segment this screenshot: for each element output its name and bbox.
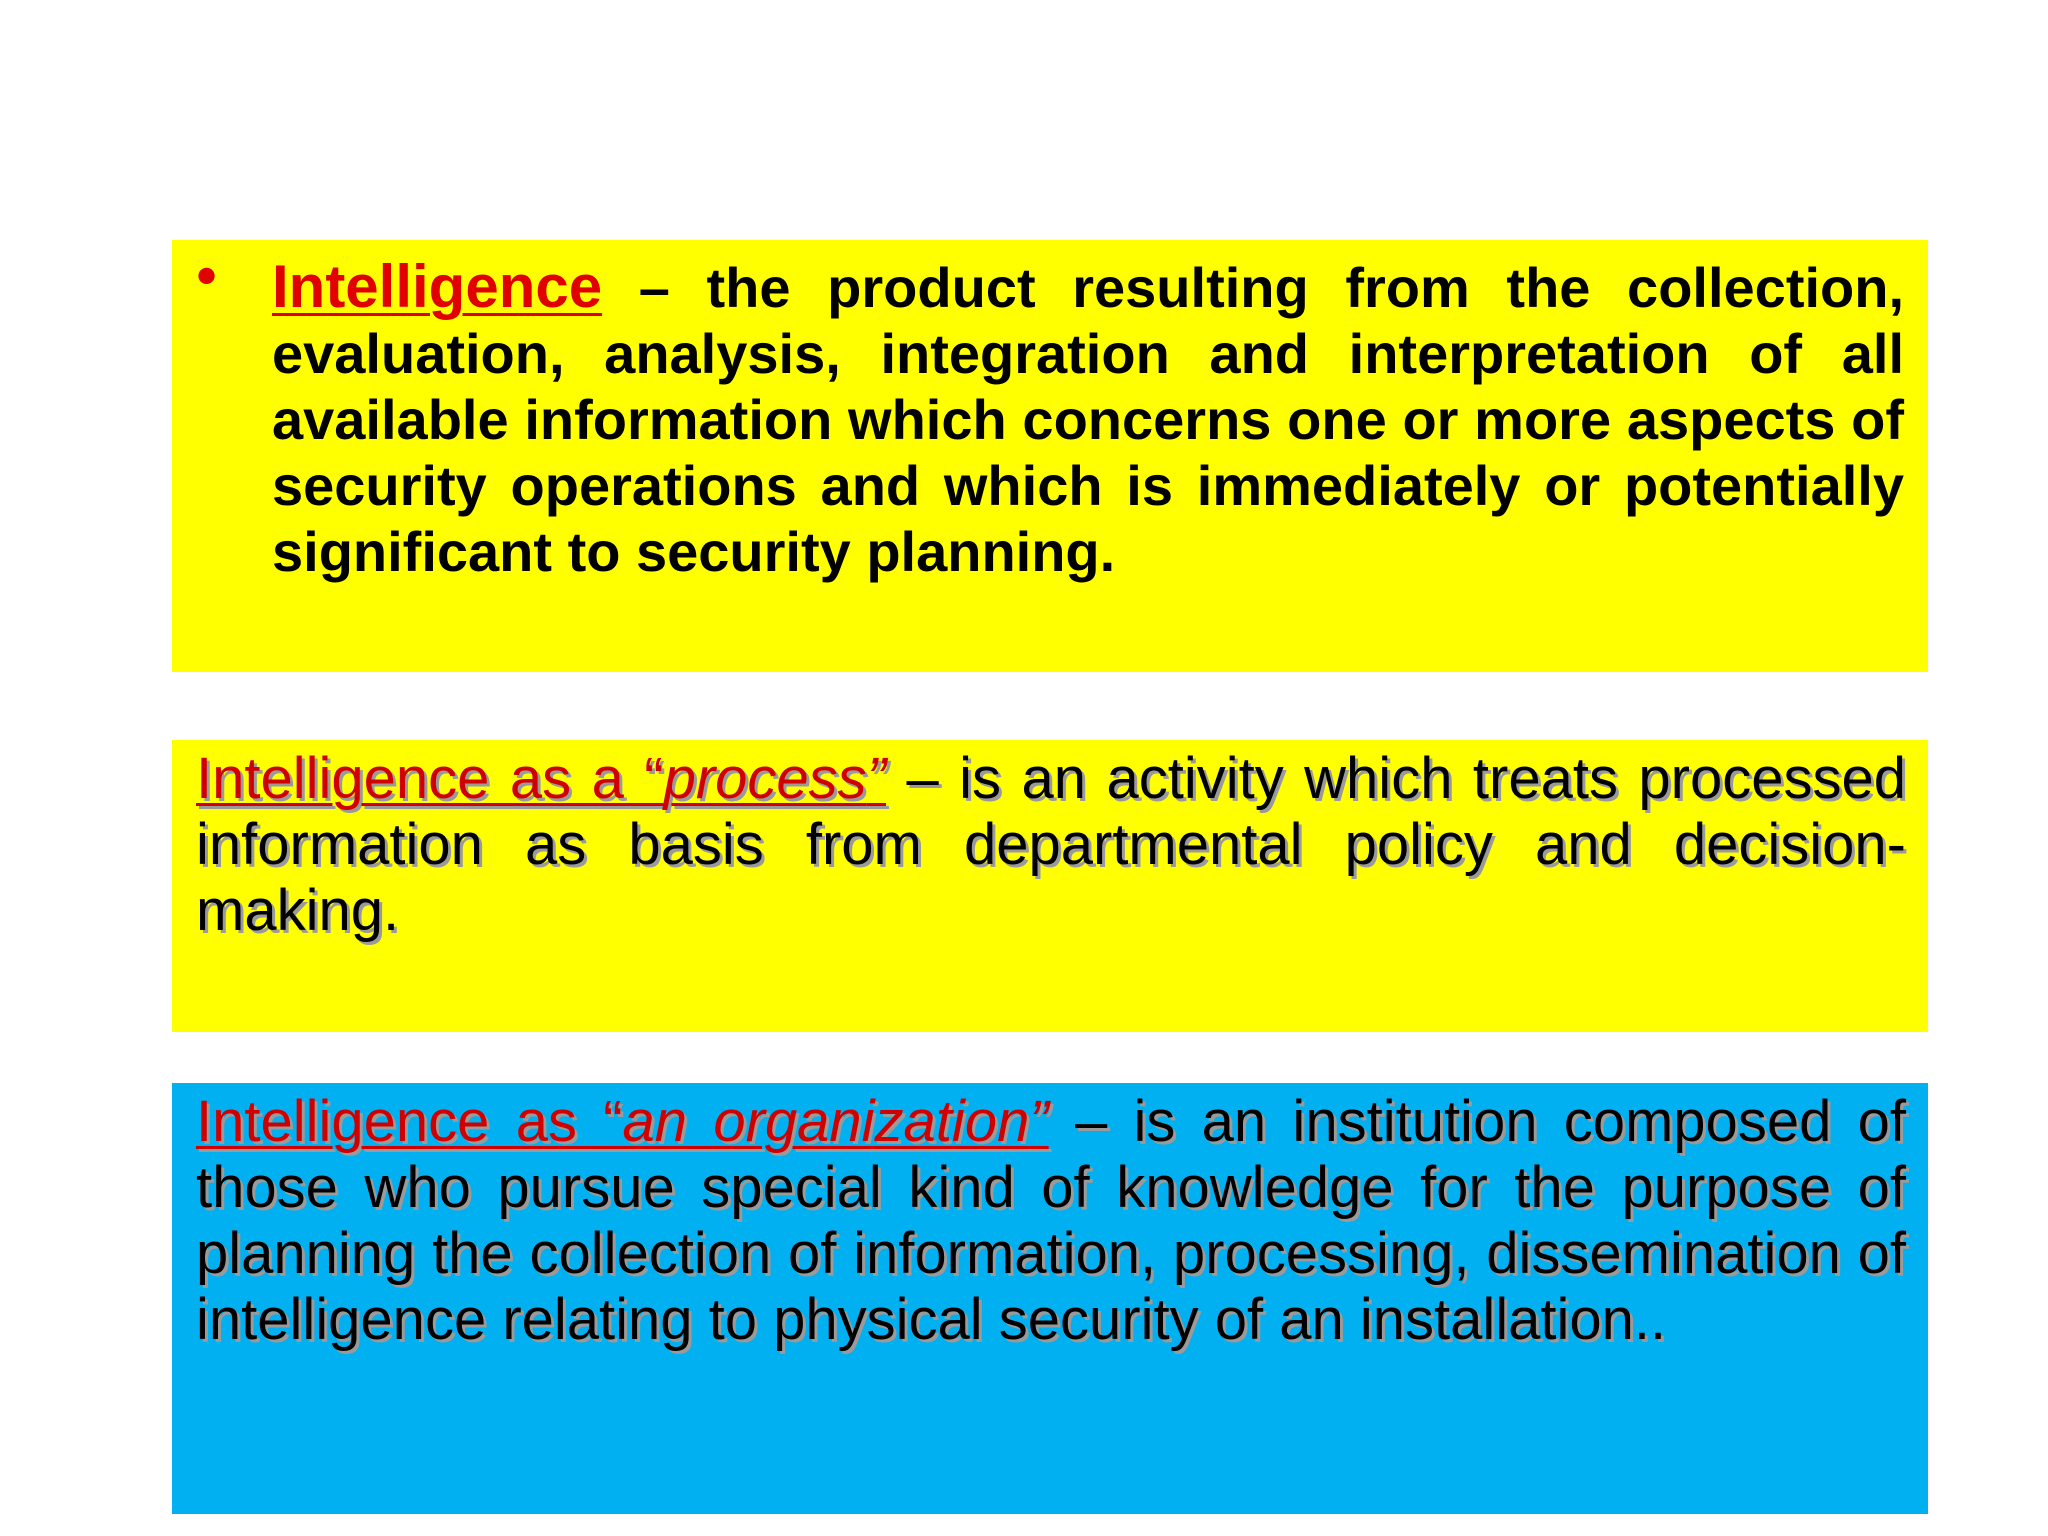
definition-separator: – — [1048, 1089, 1134, 1154]
bullet-dot-icon: • — [190, 246, 224, 311]
definition-term — [196, 746, 886, 811]
definition-term — [196, 1089, 1049, 1154]
definition-paragraph — [272, 254, 1904, 585]
process-definition-box — [172, 740, 1928, 1032]
organization-definition-box — [172, 1083, 1928, 1514]
definition-text: is an activity which treats processed information as basis from departmental policy and decision-making. — [196, 746, 1906, 943]
definition-text: the product resulting from the collection, evaluation, analysis, integration and interpretation of all available information which concerns one or more aspects of security operations and which is immediately or potentially significant to security planning. — [272, 256, 1904, 583]
intelligence-definition-box — [172, 240, 1928, 672]
definition-paragraph — [196, 1089, 1906, 1353]
definition-text: is an institution composed of those who pursue special kind of knowledge for the purpose of planning the collection of information, processing, dissemination of intelligence relating to physical security of an installation.. — [196, 1089, 1906, 1352]
definition-separator: – — [602, 256, 707, 319]
definition-paragraph — [196, 746, 1906, 944]
term-prefix: Intelligence as “ — [196, 1089, 623, 1154]
term-italic: process — [663, 746, 867, 811]
bullet-item — [172, 246, 1904, 585]
definition-term: Intelligence — [272, 253, 603, 320]
definition-separator: – — [886, 746, 960, 811]
term-suffix: ” — [1029, 1089, 1049, 1154]
term-italic: an organization — [622, 1089, 1030, 1154]
term-prefix: Intelligence as a “ — [196, 746, 664, 811]
term-suffix: ” — [866, 746, 887, 811]
